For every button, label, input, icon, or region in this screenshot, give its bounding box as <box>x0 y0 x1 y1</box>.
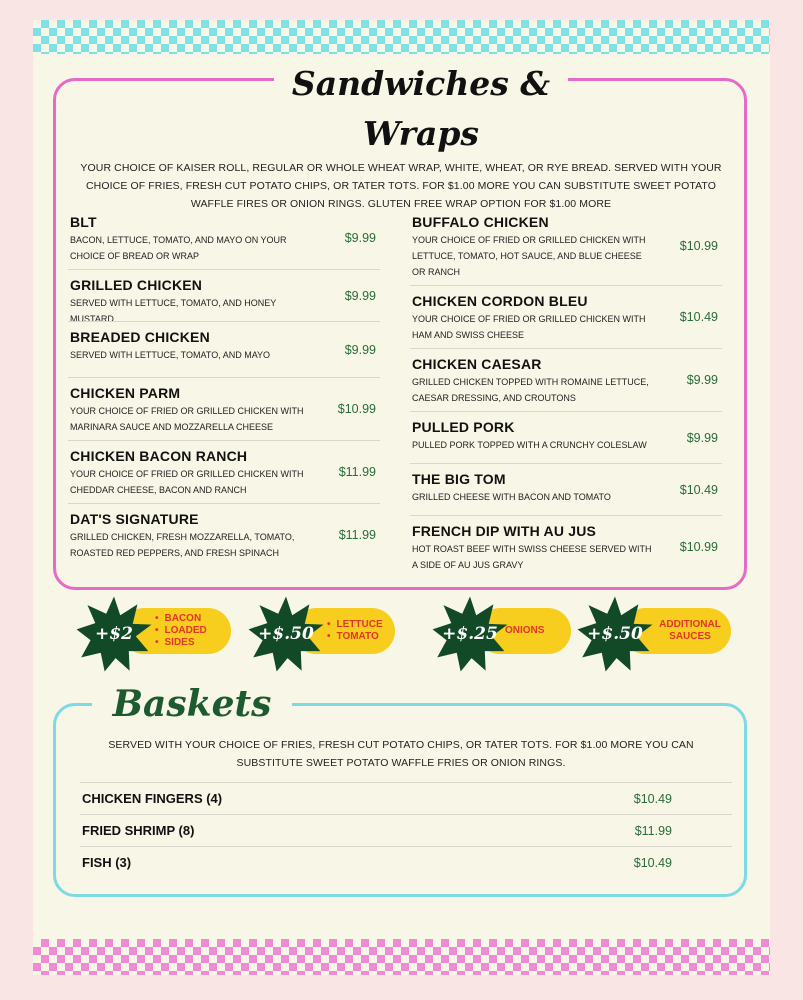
item-description: SERVED WITH LETTUCE, TOMATO, AND HONEY MUSTARD <box>70 298 277 324</box>
baskets-intro: SERVED WITH YOUR CHOICE OF FRIES, FRESH CUT POTATO CHIPS, OR TATER TOTS. FOR $1.00 MORE YOU CAN SUBSTITUTE SWEET POTATO WAFFLE FRIES OR ONION RINGS. <box>108 739 694 769</box>
item-description: YOUR CHOICE OF FRIED OR GRILLED CHICKEN WITH CHEDDAR CHEESE, BACON AND RANCH <box>70 469 304 495</box>
item-price: $10.99 <box>679 239 718 253</box>
menu-item <box>68 207 380 269</box>
addon-price: +$2 <box>95 624 133 644</box>
item-description: GRILLED CHICKEN, FRESH MOZZARELLA, TOMATO, ROASTED RED PEPPERS, AND FRESH SPINACH <box>70 532 295 558</box>
item-description: GRILLED CHICKEN TOPPED WITH ROMAINE LETTUCE, CAESAR DRESSING, AND CROUTONS <box>412 377 649 403</box>
addon-price: +$.50 <box>587 624 643 644</box>
bottom-checker-border <box>33 939 770 975</box>
addon-badge <box>576 595 731 673</box>
menu-item <box>68 269 380 324</box>
item-description: YOUR CHOICE OF FRIED OR GRILLED CHICKEN WITH HAM AND SWISS CHEESE <box>412 314 646 340</box>
addon-item: • LETTUCE <box>327 619 383 631</box>
top-checker-border <box>33 20 770 54</box>
item-price: $9.99 <box>344 288 376 303</box>
item-name: GRILLED CHICKEN <box>70 277 203 293</box>
item-description: YOUR CHOICE OF FRIED OR GRILLED CHICKEN WITH MARINARA SAUCE AND MOZZARELLA CHEESE <box>70 406 304 432</box>
addons-row <box>33 595 770 675</box>
item-price: $9.99 <box>344 231 376 245</box>
menu-item <box>410 285 722 348</box>
addon-item: • TOMATO <box>327 631 383 643</box>
baskets-list <box>80 782 732 878</box>
item-name: BUFFALO CHICKEN <box>412 214 549 230</box>
baskets-section <box>53 683 747 897</box>
sandwiches-intro: YOUR CHOICE OF KAISER ROLL, REGULAR OR WHOLE WHEAT WRAP, WHITE, WHEAT, OR RYE BREAD. SERVED WITH YOUR CHOICE OF FRIES, FRESH CUT POTATO CHIPS, OR TATER TOTS. FOR $1.00 MORE YOU CAN SUBSTITUTE SWEET POTATO WAFFLE FIRES OR ONION RINGS. GLUTEN FREE WRAP OPTION FOR $1.00 MORE <box>80 162 722 210</box>
menu-item <box>68 440 380 503</box>
menu-item <box>68 377 380 440</box>
basket-item <box>80 846 732 878</box>
menu-item <box>410 207 722 285</box>
item-name: FRENCH DIP WITH AU JUS <box>412 523 597 539</box>
menu-page <box>33 20 770 975</box>
sandwiches-title: Sandwiches & Wraps <box>274 59 568 159</box>
basket-item-name: FISH (3) <box>82 855 132 870</box>
menu-item <box>410 411 722 463</box>
item-price: $11.99 <box>338 465 376 479</box>
addon-items <box>155 608 207 654</box>
addon-badge <box>431 595 571 673</box>
item-price: $9.99 <box>686 430 718 445</box>
menu-item <box>68 503 380 566</box>
item-price: $9.99 <box>344 342 376 357</box>
item-price: $10.49 <box>679 310 718 324</box>
sandwiches-section <box>53 64 747 590</box>
item-description: HOT ROAST BEEF WITH SWISS CHEESE SERVED WITH A SIDE OF AU JUS GRAVY <box>412 544 652 570</box>
item-description: YOUR CHOICE OF FRIED OR GRILLED CHICKEN WITH LETTUCE, TOMATO, HOT SAUCE, AND BLUE CHEESE OR RANCH <box>412 235 646 277</box>
addon-items <box>505 608 544 654</box>
basket-item-name: CHICKEN FINGERS (4) <box>82 791 223 806</box>
addon-item: ONIONS <box>505 625 545 636</box>
item-name: CHICKEN CORDON BLEU <box>412 293 588 309</box>
item-name: CHICKEN PARM <box>70 385 181 401</box>
menu-item <box>410 348 722 411</box>
addon-badge <box>75 595 231 673</box>
item-name: PULLED PORK <box>412 419 515 435</box>
menu-item <box>68 321 380 377</box>
addon-items <box>650 608 730 654</box>
sandwiches-left-column <box>68 207 380 566</box>
basket-item <box>80 782 732 814</box>
item-name: BLT <box>70 214 97 230</box>
item-description: BACON, LETTUCE, TOMATO, AND MAYO ON YOUR CHOICE OF BREAD OR WRAP <box>70 235 287 261</box>
item-price: $11.99 <box>338 528 376 542</box>
addon-price: +$.50 <box>258 624 314 644</box>
menu-item <box>410 515 722 578</box>
addon-item: SAUCES <box>669 631 711 642</box>
menu-item <box>410 463 722 515</box>
addon-item: • BACON <box>155 613 207 625</box>
item-name: CHICKEN CAESAR <box>412 356 542 372</box>
addon-items <box>327 608 383 654</box>
item-name: DAT'S SIGNATURE <box>70 511 199 527</box>
basket-item <box>80 814 732 846</box>
item-name: CHICKEN BACON RANCH <box>70 448 248 464</box>
item-name: THE BIG TOM <box>412 471 506 487</box>
item-price: $10.99 <box>337 402 376 416</box>
item-price: $9.99 <box>686 373 718 387</box>
sandwiches-right-column <box>410 207 722 578</box>
addon-item: • LOADED <box>155 625 207 637</box>
item-price: $10.49 <box>679 482 718 497</box>
basket-item-name: FRIED SHRIMP (8) <box>82 823 195 838</box>
basket-item-price: $10.49 <box>633 791 672 806</box>
addon-item: ADDITIONAL <box>659 619 721 630</box>
item-description: PULLED PORK TOPPED WITH A CRUNCHY COLESLAW <box>412 440 647 450</box>
item-description: GRILLED CHEESE WITH BACON AND TOMATO <box>412 492 611 502</box>
item-description: SERVED WITH LETTUCE, TOMATO, AND MAYO <box>70 350 271 360</box>
addon-item: • SIDES <box>155 637 207 649</box>
basket-item-price: $10.49 <box>633 855 672 870</box>
basket-item-price: $11.99 <box>634 823 672 838</box>
baskets-title: Baskets <box>92 678 292 730</box>
addon-price: +$.25 <box>442 624 498 644</box>
item-price: $10.99 <box>679 540 718 554</box>
item-name: BREADED CHICKEN <box>70 329 210 345</box>
addon-badge <box>247 595 395 673</box>
